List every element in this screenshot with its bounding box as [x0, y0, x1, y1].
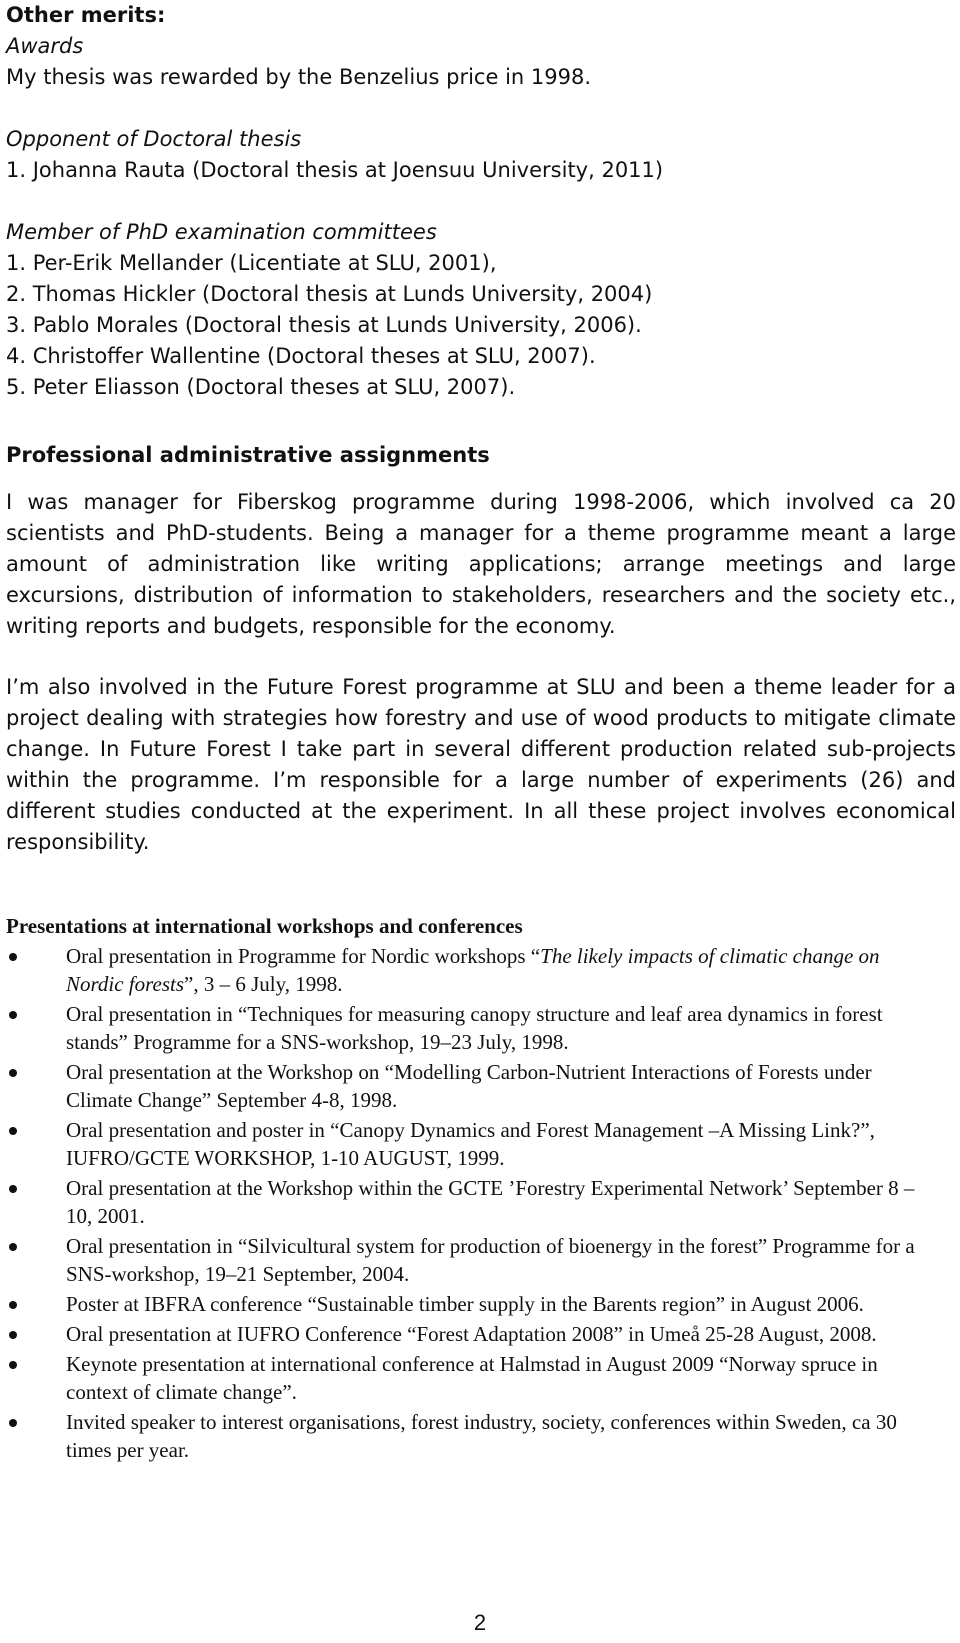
opponent-label: Opponent of Doctoral thesis	[6, 127, 302, 151]
bullet-icon	[9, 1011, 17, 1019]
presentations-heading: Presentations at international workshops and conferences	[6, 914, 523, 938]
committee-item: 5. Peter Eliasson (Doctoral theses at SLU, 2007).	[6, 375, 516, 399]
committee-label: Member of PhD examination committees	[6, 220, 437, 244]
committee-item: 1. Per-Erik Mellander (Licentiate at SLU, 2001),	[6, 251, 497, 275]
bullet-icon	[9, 1243, 17, 1251]
list-item: Oral presentation at the Workshop on “Modelling Carbon-Nutrient Interactions of Forests under Climate Change” September 4-8, 1998.	[6, 1058, 926, 1114]
awards-label: Awards	[6, 34, 84, 58]
list-item: Invited speaker to interest organisations, forest industry, society, conferences within Sweden, ca 30 times per year.	[6, 1408, 926, 1464]
page-number: 2	[473, 1610, 487, 1635]
presentations-section	[6, 912, 956, 1466]
other-merits-section	[6, 0, 946, 403]
admin-assignments-heading: Professional administrative assignments	[6, 443, 490, 467]
bullet-icon	[9, 1331, 17, 1339]
bullet-icon	[9, 1419, 17, 1427]
bullet-icon	[9, 1185, 17, 1193]
admin-assignments-section	[6, 440, 956, 858]
talk-title: The likely impacts of climatic change on Nordic forests	[66, 944, 880, 996]
list-item: Poster at IBFRA conference “Sustainable timber supply in the Barents region” in August 2006.	[6, 1290, 926, 1318]
bullet-icon	[9, 1127, 17, 1135]
admin-paragraph: I was manager for Fiberskog programme during 1998-2006, which involved ca 20 scientists and PhD-students. Being a manager for a theme programme meant a large amount of administration like writing applications; arrange meetings and large excursions, distribution of information to stakeholders, researchers and the society etc., writing reports and budgets, responsible for the economy.	[6, 490, 956, 638]
bullet-icon	[9, 1301, 17, 1309]
awards-text: My thesis was rewarded by the Benzelius price in 1998.	[6, 65, 592, 89]
admin-paragraph: I’m also involved in the Future Forest programme at SLU and been a theme leader for a project dealing with strategies how forestry and use of wood products to mitigate climate change. In Future Forest I take part in several different production related sub-projects within the programme. I’m responsible for a large number of experiments (26) and different studies conducted at the experiment. In all these project involves economical responsibility.	[6, 675, 956, 854]
bullet-icon	[9, 1361, 17, 1369]
list-item: Oral presentation at IUFRO Conference “Forest Adaptation 2008” in Umeå 25-28 August, 2008.	[6, 1320, 926, 1348]
list-item: Oral presentation at the Workshop within the GCTE ’Forestry Experimental Network’ September 8 – 10, 2001.	[6, 1174, 926, 1230]
list-item: Keynote presentation at international conference at Halmstad in August 2009 “Norway spruce in context of climate change”.	[6, 1350, 926, 1406]
other-merits-heading: Other merits:	[6, 3, 166, 27]
committee-item: 4. Christoffer Wallentine (Doctoral theses at SLU, 2007).	[6, 344, 596, 368]
committee-item: 3. Pablo Morales (Doctoral thesis at Lunds University, 2006).	[6, 313, 642, 337]
presentations-list	[6, 942, 956, 1464]
bullet-icon	[9, 1069, 17, 1077]
list-item: Oral presentation in “Techniques for measuring canopy structure and leaf area dynamics in forest stands” Programme for a SNS-workshop, 19–23 July, 1998.	[6, 1000, 926, 1056]
list-item: Oral presentation in Programme for Nordic workshops “The likely impacts of climatic change on Nordic forests”, 3 – 6 July, 1998.	[6, 942, 926, 998]
list-item: Oral presentation in “Silvicultural system for production of bioenergy in the forest” Programme for a SNS-workshop, 19–21 September, 2004.	[6, 1232, 926, 1288]
committee-item: 2. Thomas Hickler (Doctoral thesis at Lunds University, 2004)	[6, 282, 653, 306]
opponent-item: 1. Johanna Rauta (Doctoral thesis at Joensuu University, 2011)	[6, 158, 664, 182]
list-item: Oral presentation and poster in “Canopy Dynamics and Forest Management –A Missing Link?”, IUFRO/GCTE WORKSHOP, 1-10 AUGUST, 1999.	[6, 1116, 926, 1172]
bullet-icon	[9, 953, 17, 961]
